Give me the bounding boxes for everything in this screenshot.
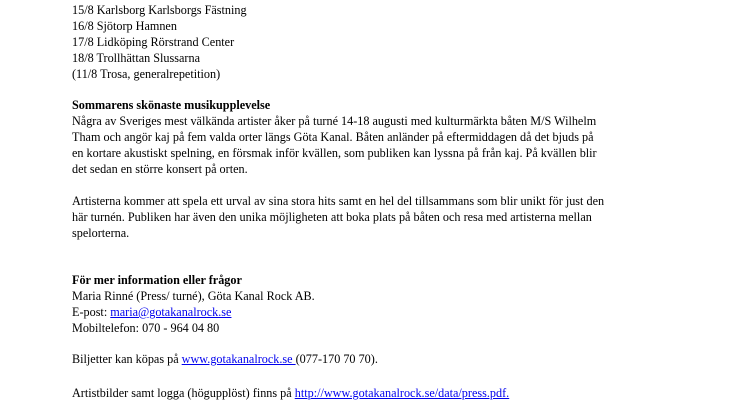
tickets-phone: (077-170 70 70).	[295, 352, 378, 366]
paragraph-line: Artisterna kommer att spela ett urval av sina stora hits samt en hel del tillsammans som blir unikt för just den	[72, 194, 605, 208]
contact-name: Maria Rinné (Press/ turné), Göta Kanal Rock AB.	[72, 289, 315, 303]
email-label: E-post:	[72, 305, 111, 319]
tickets-prefix: Biljetter kan köpas på	[72, 352, 182, 366]
schedule-item: (11/8 Trosa, generalrepetition)	[72, 67, 221, 81]
tickets-line	[72, 352, 378, 367]
schedule-item: 17/8 Lidköping Rörstrand Center	[72, 35, 235, 49]
section-heading: Sommarens skönaste musikupplevelse	[72, 98, 271, 112]
tickets-link[interactable]: www.gotakanalrock.se	[181, 352, 296, 366]
press-link[interactable]: http://www.gotakanalrock.se/data/press.pdf.	[294, 386, 510, 400]
schedule-item: 15/8 Karlsborg Karlsborgs Fästning	[72, 3, 247, 17]
contact-email-line	[72, 305, 231, 320]
schedule-item: 16/8 Sjötorp Hamnen	[72, 19, 177, 33]
paragraph-line: en kortare akustiskt spelning, en försmak inför kvällen, som publiken kan lyssna på från kaj. På kvällen blir	[72, 146, 597, 160]
schedule-item: 18/8 Trollhättan Slussarna	[72, 51, 200, 65]
paragraph-line: Tham och angör kaj på fem valda orter längs Göta Kanal. Båten anländer på eftermiddagen då det bjuds på	[72, 130, 594, 144]
press-line	[72, 386, 509, 401]
paragraph-line: det sedan en större konsert på orten.	[72, 162, 248, 176]
paragraph-line: spelorterna.	[72, 226, 130, 240]
paragraph-line: här turnén. Publiken har även den unika möjligheten att boka plats på båten och resa med artisterna mellan	[72, 210, 592, 224]
paragraph-line: Några av Sveriges mest välkända artister åker på turné 14-18 augusti med kulturmärkta båten M/S Wilhelm	[72, 114, 597, 128]
email-link[interactable]: maria@gotakanalrock.se	[110, 305, 232, 319]
contact-phone: Mobiltelefon: 070 - 964 04 80	[72, 321, 220, 335]
press-prefix: Artistbilder samt logga (högupplöst) finns på	[72, 386, 295, 400]
contact-heading: För mer information eller frågor	[72, 273, 242, 287]
